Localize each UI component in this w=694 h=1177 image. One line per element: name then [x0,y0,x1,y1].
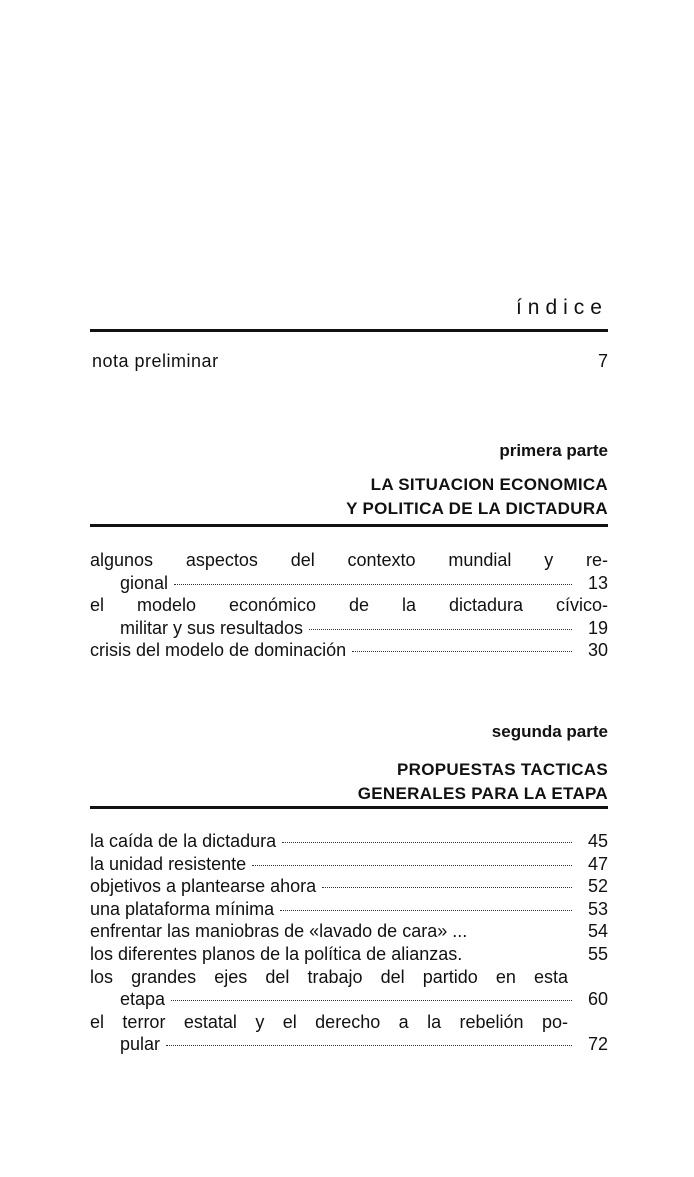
toc-page-number: 55 [587,943,608,964]
part2-rule [90,806,608,809]
heading-rule [90,329,608,332]
toc-page-number: 72 [587,1034,608,1055]
toc-entry-final-line [90,943,608,966]
toc-entry[interactable] [90,830,608,853]
toc-entry-final-line [90,572,608,595]
toc-entry-line: la caída de la dictadura [90,831,277,851]
dot-leader [171,1000,572,1001]
toc-entry-line: los diferentes planos de la política de alianzas. [90,943,463,964]
dot-leader [174,584,572,585]
toc-page-number: 30 [587,640,608,661]
toc-entry-final-line [90,830,608,853]
part1-rule [90,524,608,527]
toc-page-number: 52 [587,876,608,897]
toc-entry[interactable] [90,639,608,662]
dot-leader [166,1045,572,1046]
index-heading: índice [515,296,608,319]
toc-entry-line: el terror estatal y el derecho a la rebelión po- [90,1011,568,1032]
toc-entry[interactable] [90,853,608,876]
dot-leader [252,865,572,866]
toc-entry-line: una plataforma mínima [90,898,275,919]
toc-entry[interactable] [90,943,608,966]
toc-entry-line: objetivos a plantearse ahora [90,876,317,897]
dot-leader [280,910,572,911]
part2-label: segunda parte [491,722,608,741]
part2-title-line: GENERALES PARA LA ETAPA [357,784,608,803]
dot-leader [282,842,572,843]
dot-leader [352,651,572,652]
toc-entry[interactable] [90,549,608,594]
dot-leader [322,887,572,888]
part1-title-line: LA SITUACION ECONOMICA [370,475,608,494]
toc-entry[interactable] [90,875,608,898]
preliminary-label: nota preliminar [92,351,219,371]
toc-entry-final-line [90,988,608,1011]
toc-entry-line: militar y sus resultados [120,617,304,638]
part2-title-line: PROPUESTAS TACTICAS [397,760,608,779]
toc-entry[interactable] [90,966,608,1011]
toc-entry-final-line [90,920,608,943]
toc-entry-final-line [90,853,608,876]
toc-entry-line: los grandes ejes del trabajo del partido en esta [90,966,568,987]
part1-title [346,473,608,521]
toc-entry[interactable] [90,898,608,921]
toc-entry-line: crisis del modelo de dominación [90,640,347,661]
part2-toc [90,830,608,1056]
toc-entry-line: etapa [120,989,166,1010]
toc-page-number: 53 [587,898,608,919]
toc-page-number: 47 [587,853,608,874]
toc-page-number: 60 [587,989,608,1010]
part1-label: primera parte [499,441,608,460]
toc-page-number: 13 [587,572,608,593]
toc-page-number: 45 [587,831,608,851]
part1-title-line: Y POLITICA DE LA DICTADURA [346,499,608,518]
toc-entry-final-line [90,898,608,921]
toc-entry-final-line [90,617,608,640]
toc-entry[interactable] [90,920,608,943]
toc-entry-line: algunos aspectos del contexto mundial y re- [90,550,608,570]
toc-entry-line: enfrentar las maniobras de «lavado de cara» ... [90,921,468,942]
dot-leader [309,629,572,630]
toc-page-number: 54 [587,921,608,942]
preliminary-page: 7 [597,351,608,371]
toc-entry[interactable] [90,1011,608,1056]
toc-entry-final-line [90,639,608,662]
toc-entry[interactable] [90,594,608,639]
toc-entry-line: el modelo económico de la dictadura cívico- [90,595,608,616]
toc-entry-final-line [90,1033,608,1056]
toc-entry-final-line [90,875,608,898]
toc-entry-line: gional [120,572,169,593]
toc-entry-line: la unidad resistente [90,853,247,874]
toc-entry-line: pular [120,1034,161,1055]
part2-title [358,758,608,806]
toc-page-number: 19 [587,617,608,638]
preliminary-entry[interactable] [92,350,608,373]
part1-toc [90,549,608,662]
